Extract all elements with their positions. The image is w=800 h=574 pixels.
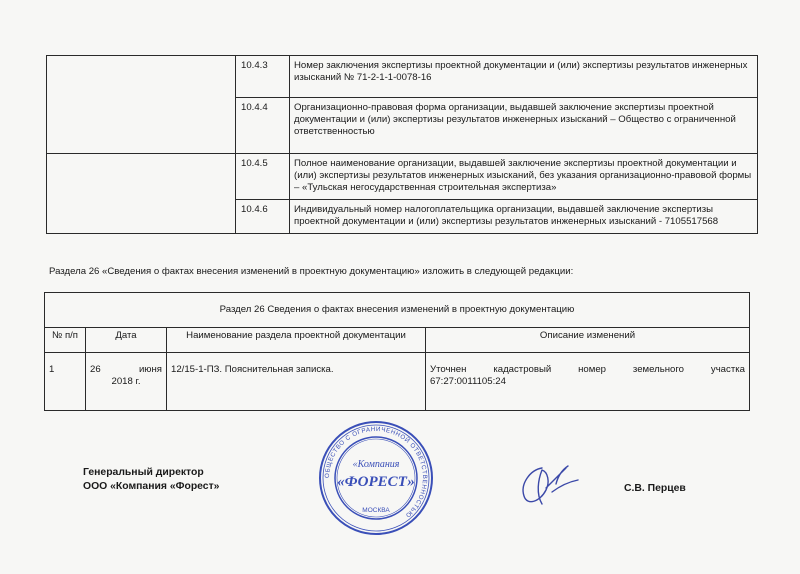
item-number: 10.4.6 (236, 200, 290, 234)
signatory-name: С.В. Перцев (624, 483, 686, 494)
date-day: 26 (90, 364, 101, 375)
header-description: Описание изменений (426, 328, 750, 353)
row-num: 1 (45, 353, 86, 411)
item-text: Организационно-правовая форма организации, выдавшей заключение экспертизы проектной документации и (или) экспертизы результатов инженерных изысканий – Общество с ограниченной ответственностью (290, 98, 758, 154)
table-caption-row (45, 293, 750, 328)
stamp-city: МОСКВА (362, 507, 390, 514)
table-row (47, 154, 758, 200)
table-header-row (45, 328, 750, 353)
empty-cell (47, 154, 236, 234)
item-text: Номер заключения экспертизы проектной документации и (или) экспертизы результатов инженерных изысканий № 71-2-1-1-0078-16 (290, 56, 758, 98)
item-number: 10.4.4 (236, 98, 290, 154)
item-text: Индивидуальный номер налогоплательщика организации, выдавшей заключение экспертизы проектной документации и (или) экспертизы результатов инженерных изысканий - 7105517568 (290, 200, 758, 234)
row-description (426, 353, 750, 411)
expertise-info-table (46, 55, 758, 234)
cadastral-number: 67:27:0011105:24 (430, 376, 506, 387)
empty-cell (47, 56, 236, 154)
company-stamp (318, 420, 434, 536)
changes-table (44, 292, 750, 411)
intro-paragraph: Раздела 26 «Сведения о фактах внесения изменений в проектную документацию» изложить в следующей редакции: (49, 266, 574, 277)
stamp-text-small: «Компания (352, 459, 400, 470)
handwritten-signature (512, 458, 584, 510)
item-number: 10.4.3 (236, 56, 290, 98)
header-date: Дата (86, 328, 167, 353)
svg-text:ОБЩЕСТВО С ОГРАНИЧЕННОЙ ОТВЕТС: ОБЩЕСТВО С ОГРАНИЧЕННОЙ ОТВЕТСТВЕННОСТЬЮ (323, 425, 429, 519)
table-caption: Раздел 26 Сведения о фактах внесения изменений в проектную документацию (45, 293, 750, 328)
description-line: Уточнен кадастровый номер земельного участка (430, 364, 745, 375)
signatory-company: ООО «Компания «Форест» (83, 481, 220, 492)
table-row (47, 56, 758, 98)
header-num: № п/п (45, 328, 86, 353)
item-number: 10.4.5 (236, 154, 290, 200)
row-date (86, 353, 167, 411)
row-section: 12/15-1-ПЗ. Пояснительная записка. (167, 353, 426, 411)
date-year: 2018 г. (111, 376, 141, 387)
item-text: Полное наименование организации, выдавшей заключение экспертизы проектной документации и (или) экспертизы результатов инженерных изысканий, без указания организационно-правовой формы – «Тульская негосударственная строительная экспертиза» (290, 154, 758, 200)
signatory-position: Генеральный директор (83, 467, 204, 478)
signatory-block (83, 466, 219, 494)
stamp-text-big: «ФОРЕСТ» (337, 474, 415, 490)
header-section: Наименование раздела проектной документации (167, 328, 426, 353)
table-row (45, 353, 750, 411)
date-month: июня (138, 364, 162, 375)
